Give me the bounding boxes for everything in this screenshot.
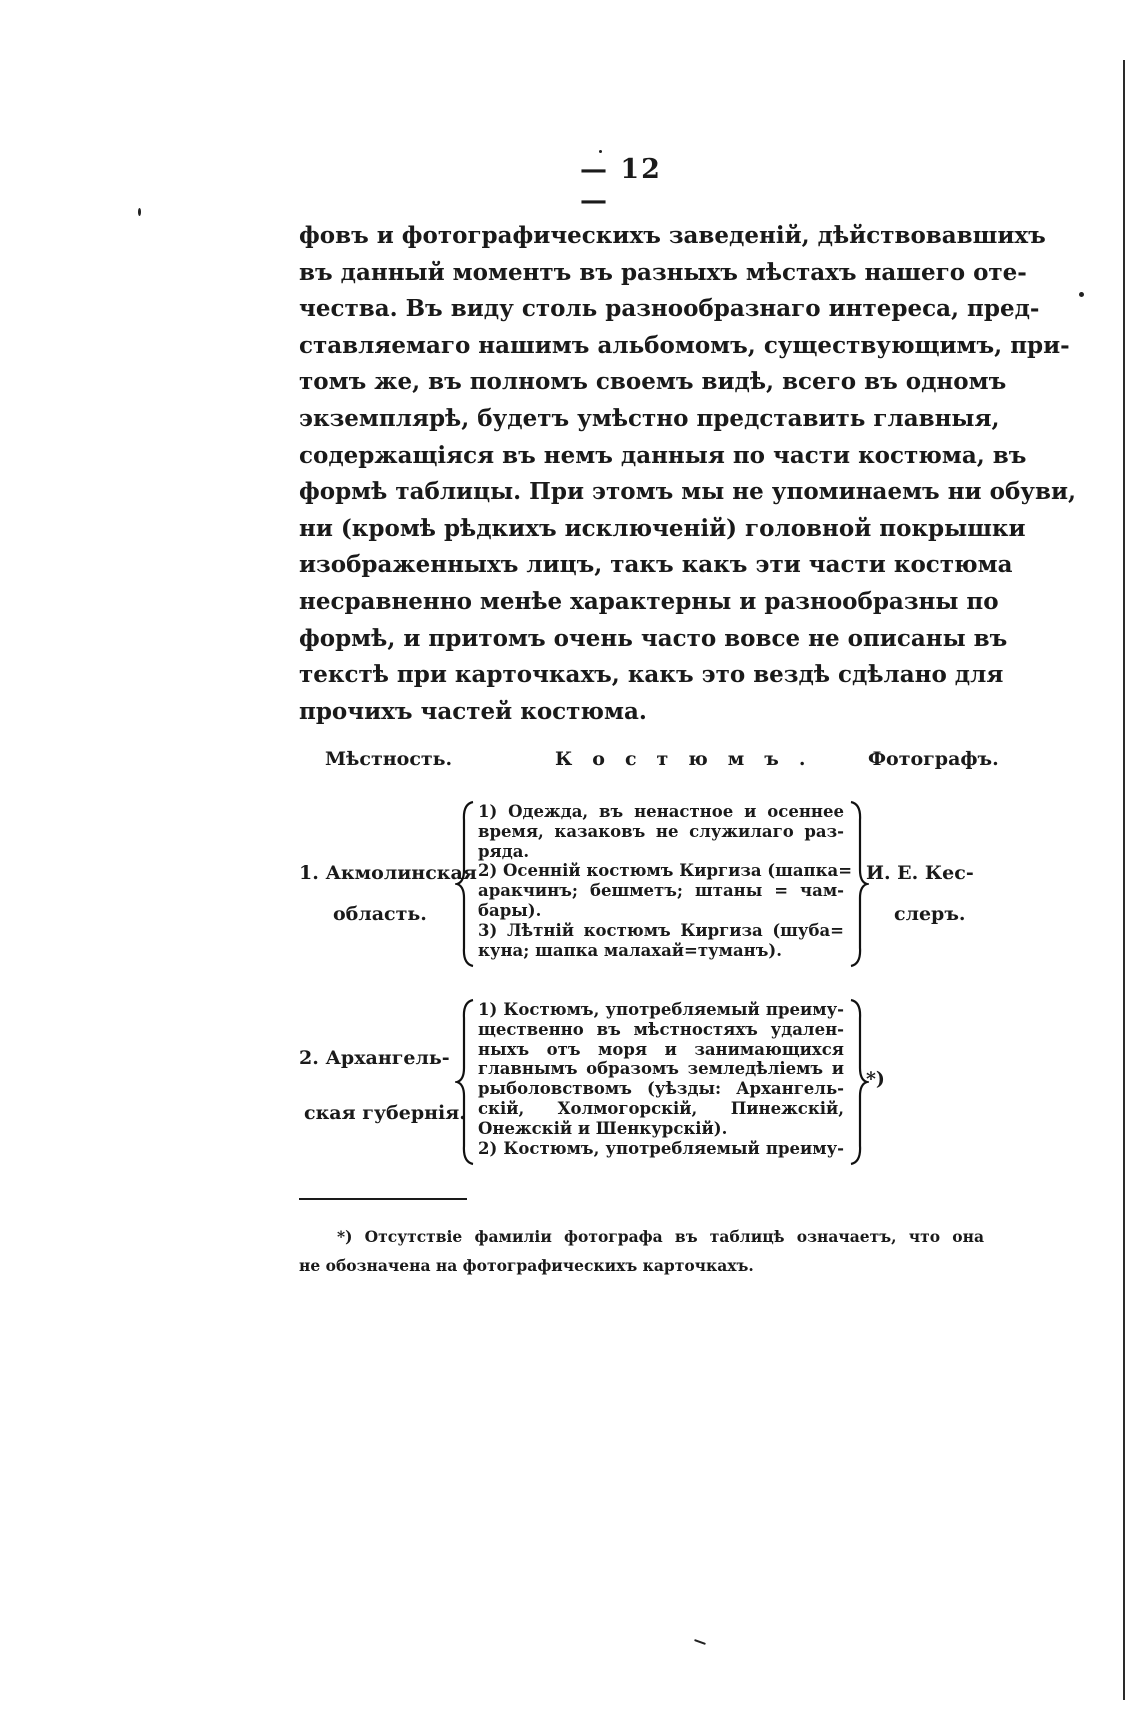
place-line: 1. Акмолинская	[299, 862, 477, 884]
place-line: 2. Архангель-	[299, 1047, 450, 1069]
ink-speck	[694, 1639, 706, 1645]
costume-description	[478, 1000, 844, 1158]
photographer-line: *)	[866, 1068, 885, 1090]
costume-line: 2) Осенній костюмъ Киргиза (шапка=	[478, 861, 853, 881]
photographer-line: И. Е. Кес-	[866, 862, 974, 884]
ink-speck	[1079, 292, 1084, 297]
costume-line: щественно въ мѣстностяхъ удален-	[478, 1019, 844, 1039]
body-line: прочихъ частей костюма.	[299, 697, 647, 725]
costume-line: 1) Костюмъ, употребляемый преиму-	[478, 1000, 844, 1019]
body-line: ставляемаго нашимъ альбомомъ, существующимъ, при-	[299, 331, 1070, 359]
costume-line: аракчинъ; бешметъ; штаны = чам-	[478, 881, 844, 901]
body-line: ни (кромѣ рѣдкихъ исключеній) головной покрышки	[299, 514, 1026, 542]
left-brace	[455, 800, 477, 968]
body-line: несравненно менѣе характерны и разнообразны по	[299, 587, 999, 615]
costume-line: Онежскій и Шенкурскій).	[478, 1118, 728, 1138]
left-brace	[455, 998, 477, 1166]
costume-line: ныхъ отъ моря и занимающихся	[478, 1039, 844, 1059]
footnote	[299, 1222, 984, 1280]
body-line: изображенныхъ лицъ, такъ какъ эти части костюма	[299, 551, 1013, 579]
place-line: ская губернія.	[304, 1102, 466, 1124]
costume-line: ряда.	[478, 841, 530, 861]
costume-line: 3) Лѣтній костюмъ Киргиза (шуба=	[478, 920, 844, 940]
body-line: чества. Въ виду столь разнообразнаго интереса, пред-	[299, 295, 1040, 323]
costume-line: время, казаковъ не служилаго раз-	[478, 821, 844, 841]
body-paragraph	[299, 218, 1077, 730]
body-line: формѣ, и притомъ очень часто вовсе не описаны въ	[299, 624, 1008, 652]
costume-description	[478, 802, 853, 960]
costume-line: бары).	[478, 900, 542, 920]
footnote-line: не обозначена на фотографическихъ карточкахъ.	[299, 1256, 754, 1275]
place-line: область.	[333, 903, 427, 925]
footnote-divider	[299, 1198, 467, 1200]
right-brace	[847, 800, 869, 968]
costume-line: рыболовствомъ (уѣзды: Архангель-	[478, 1079, 844, 1099]
body-line: формѣ таблицы. При этомъ мы не упоминаемъ ни обуви,	[299, 478, 1077, 506]
page-number: — 12 —	[580, 154, 662, 216]
costume-line: скій, Холмогорскій, Пинежскій,	[478, 1098, 844, 1118]
body-line: экземплярѣ, будетъ умѣстно представить главныя,	[299, 404, 1000, 432]
costume-line: главнымъ образомъ земледѣліемъ и	[478, 1059, 844, 1079]
header-photographer: Фотографъ.	[868, 748, 999, 770]
page-edge-line	[1123, 60, 1125, 1700]
ink-speck	[599, 150, 602, 153]
header-place: Мѣстность.	[325, 748, 453, 770]
header-costume: Костюмъ.	[555, 748, 826, 770]
body-line: томъ же, въ полномъ своемъ видѣ, всего въ одномъ	[299, 368, 1007, 396]
body-line: фовъ и фотографическихъ заведеній, дѣйствовавшихъ	[299, 222, 1046, 249]
body-line: содержащіяся въ немъ данныя по части костюма, въ	[299, 441, 1027, 469]
footnote-line: *) Отсутствіе фамиліи фотографа въ таблицѣ означаетъ, что она	[337, 1227, 984, 1246]
ink-speck	[138, 208, 141, 216]
photographer-line: слеръ.	[894, 903, 966, 925]
body-line: текстѣ при карточкахъ, какъ это вездѣ сдѣлано для	[299, 661, 1004, 689]
body-line: въ данный моментъ въ разныхъ мѣстахъ нашего оте-	[299, 258, 1027, 286]
costume-line: 1) Одежда, въ ненастное и осеннее	[478, 802, 844, 821]
costume-line: куна; шапка малахай=туманъ).	[478, 940, 782, 960]
costume-line: 2) Костюмъ, употребляемый преиму-	[478, 1138, 844, 1158]
